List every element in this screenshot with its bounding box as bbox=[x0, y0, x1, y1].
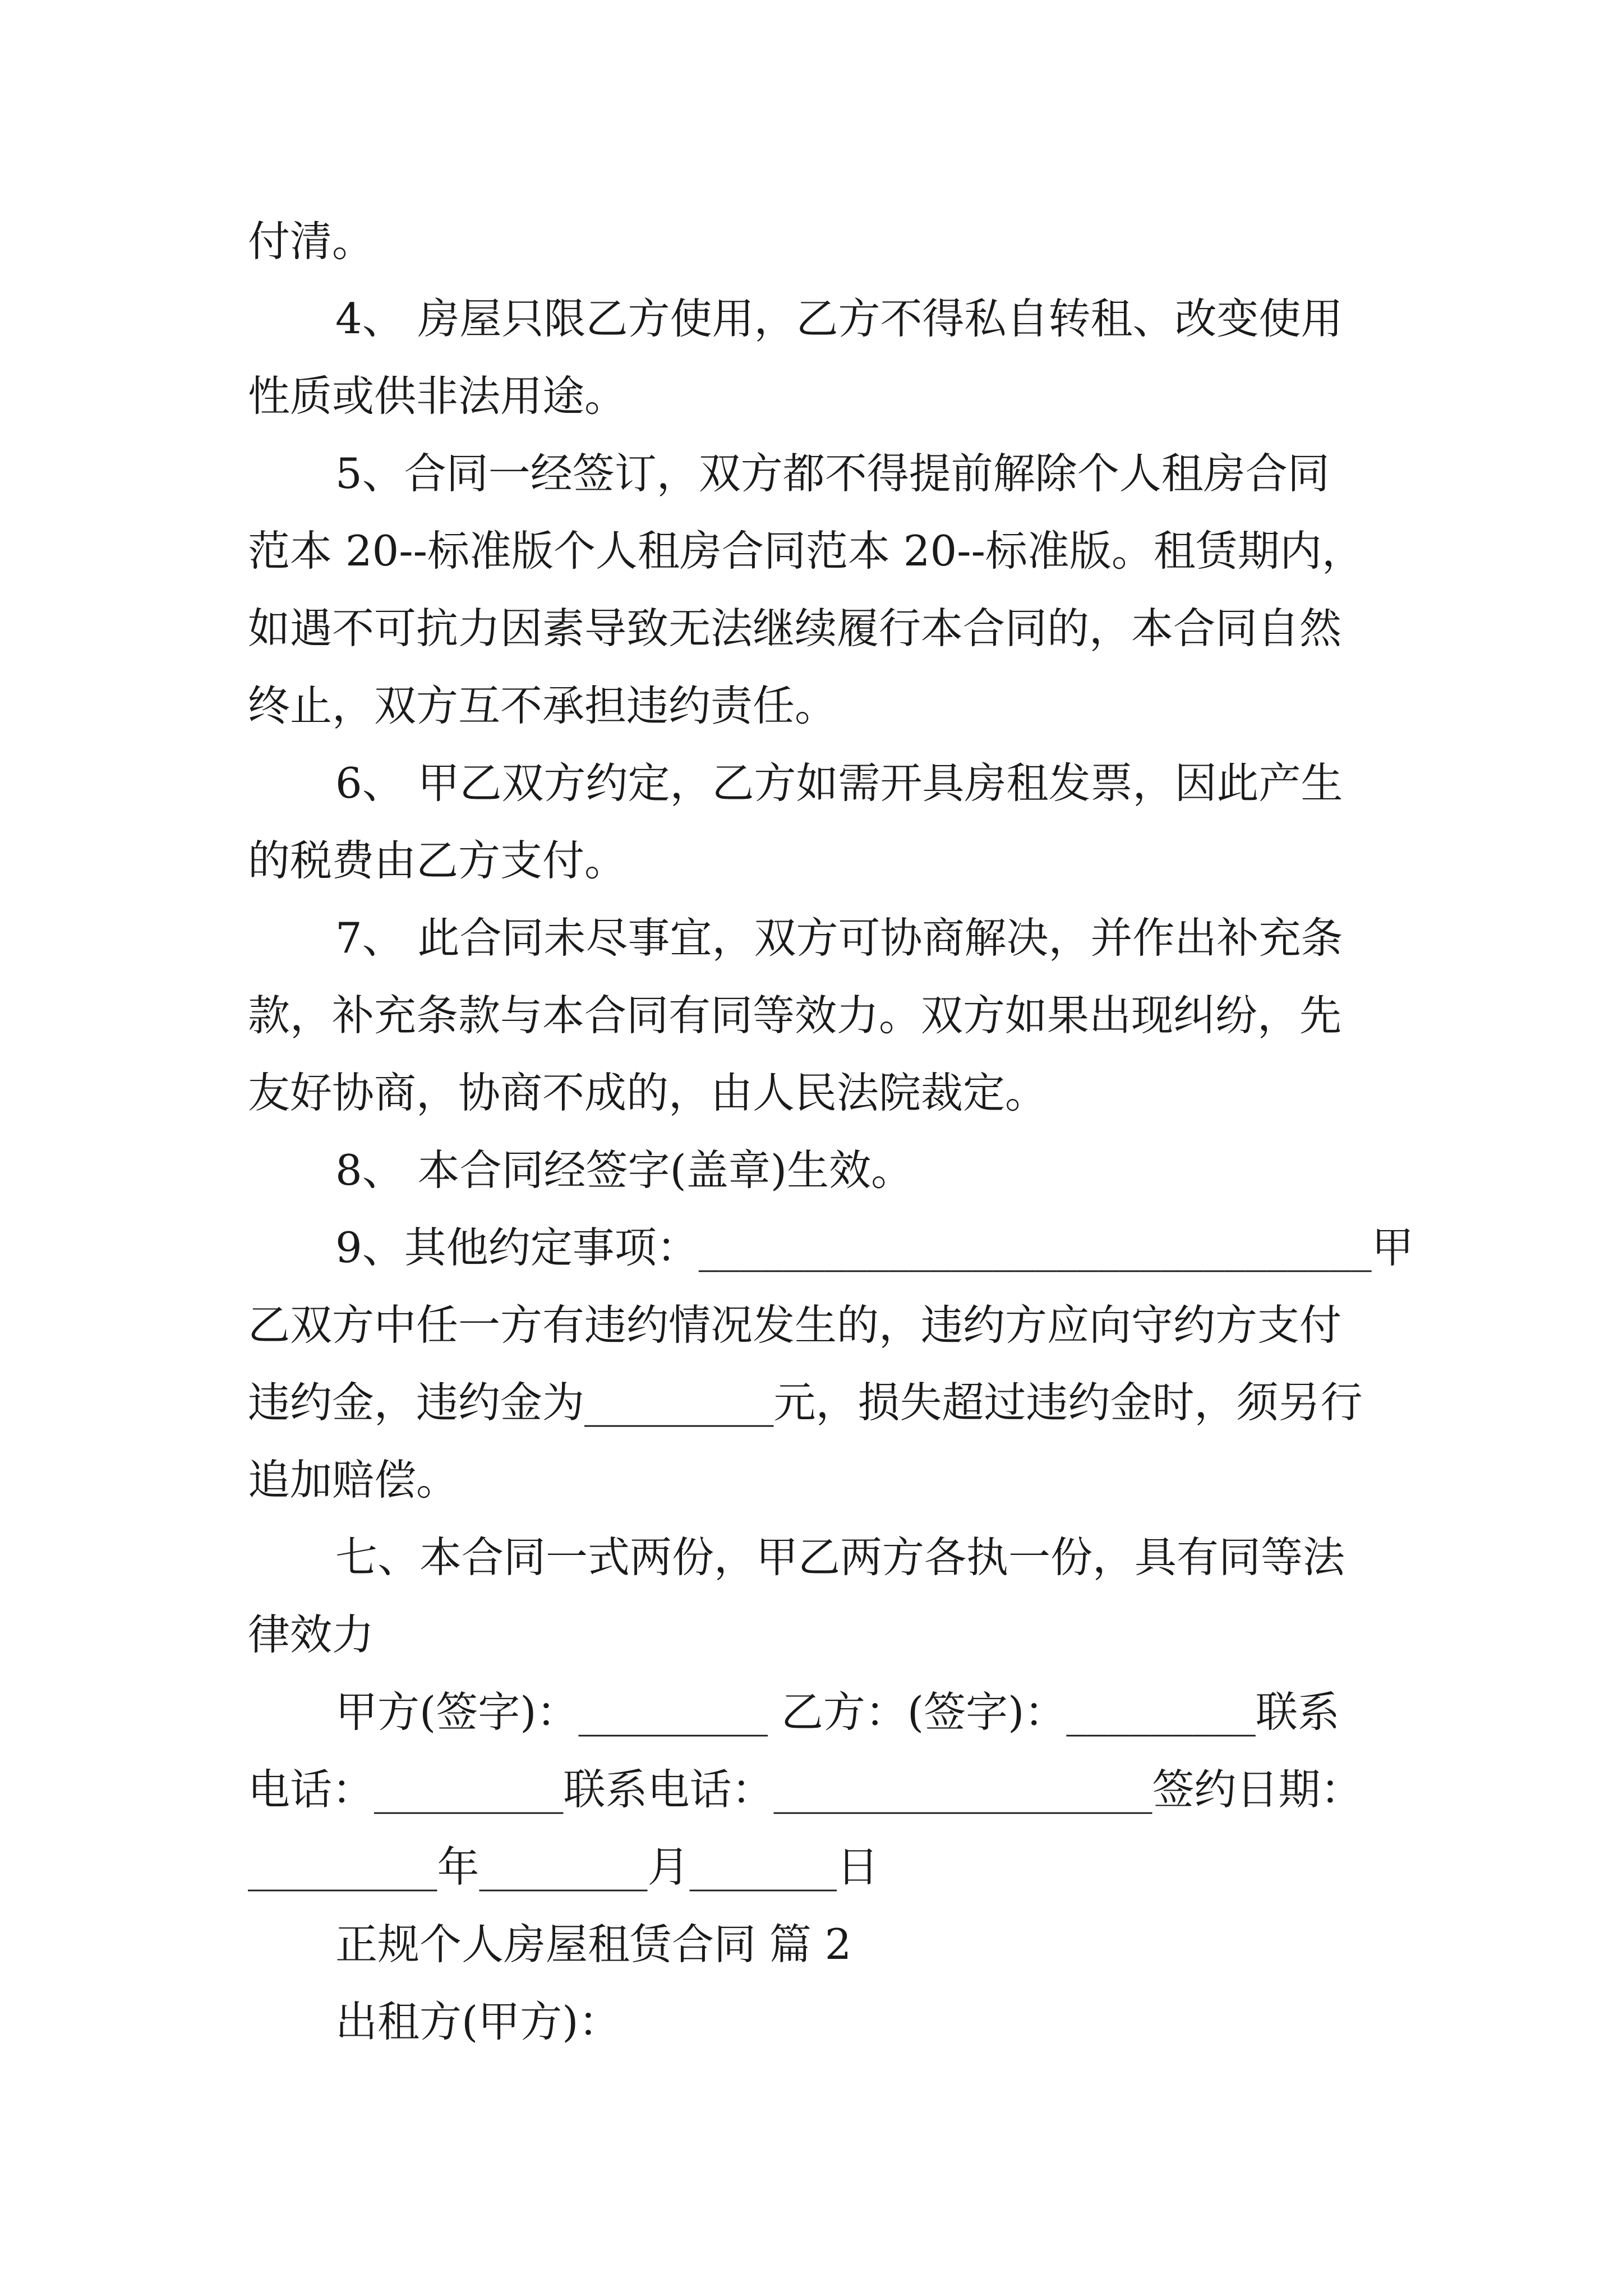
line-text: 追加赔偿。 bbox=[248, 1455, 459, 1504]
line-text: 律效力 bbox=[248, 1610, 375, 1659]
text-line-24 bbox=[0, 1982, 1623, 2061]
line-text: 5、合同一经签订，双方都不得提前解除个人租房合同 bbox=[335, 449, 1330, 498]
line-text: 的税费由乙方支付。 bbox=[248, 836, 627, 885]
text-line-22 bbox=[0, 1828, 1623, 1906]
text-line-21 bbox=[0, 1750, 1623, 1829]
line-text: 电话：_________联系电话：__________________签约日期： bbox=[248, 1765, 1363, 1814]
line-text: 如遇不可抗力因素导致无法继续履行本合同的，本合同自然 bbox=[248, 604, 1342, 653]
line-text: 乙双方中任一方有违约情况发生的，违约方应向守约方支付 bbox=[248, 1300, 1342, 1350]
line-text: 款，补充条款与本合同有同等效力。双方如果出现纠纷，先 bbox=[248, 991, 1342, 1040]
line-text: 范本 20--标准版个人租房合同范本 20--标准版。租赁期内， bbox=[248, 526, 1364, 576]
text-line-2 bbox=[0, 279, 1623, 358]
text-line-4 bbox=[0, 434, 1623, 513]
text-line-7 bbox=[0, 666, 1623, 745]
line-text: 4、 房屋只限乙方使用，乙方不得私自转租、改变使用 bbox=[335, 294, 1343, 343]
text-line-13 bbox=[0, 1131, 1623, 1209]
text-line-1 bbox=[0, 202, 1623, 280]
line-text: _________年________月_______日 bbox=[248, 1842, 879, 1892]
text-line-23 bbox=[0, 1905, 1623, 1984]
line-text: 友好协商，协商不成的，由人民法院裁定。 bbox=[248, 1068, 1048, 1117]
text-line-17 bbox=[0, 1441, 1623, 1519]
text-line-18 bbox=[0, 1518, 1623, 1596]
text-line-10 bbox=[0, 899, 1623, 977]
line-text: 9、其他约定事项：________________________________甲 bbox=[335, 1223, 1414, 1272]
line-text: 出租方(甲方)： bbox=[335, 1997, 621, 2046]
text-line-20 bbox=[0, 1673, 1623, 1751]
text-line-12 bbox=[0, 1053, 1623, 1132]
text-line-16 bbox=[0, 1363, 1623, 1442]
text-line-8 bbox=[0, 744, 1623, 822]
text-line-14 bbox=[0, 1208, 1623, 1287]
line-text: 6、 甲乙双方约定，乙方如需开具房租发票，因此产生 bbox=[335, 758, 1343, 808]
text-line-5 bbox=[0, 512, 1623, 590]
text-line-11 bbox=[0, 976, 1623, 1055]
text-line-19 bbox=[0, 1595, 1623, 1674]
text-line-15 bbox=[0, 1286, 1623, 1364]
line-text: 8、 本合同经签字(盖章)生效。 bbox=[335, 1145, 914, 1195]
line-text: 七、本合同一式两份，甲乙两方各执一份，具有同等法 bbox=[335, 1533, 1345, 1582]
text-line-6 bbox=[0, 589, 1623, 668]
line-text: 甲方(签字)：_________ 乙方：(签字)：_________联系 bbox=[335, 1687, 1340, 1737]
line-text: 正规个人房屋租赁合同 篇 2 bbox=[335, 1920, 852, 1969]
text-line-9 bbox=[0, 821, 1623, 900]
text-line-3 bbox=[0, 357, 1623, 435]
line-text: 付清。 bbox=[248, 217, 375, 266]
line-text: 终止，双方互不承担违约责任。 bbox=[248, 681, 837, 730]
line-text: 性质或供非法用途。 bbox=[248, 371, 627, 421]
line-text: 7、 此合同未尽事宜，双方可协商解决，并作出补充条 bbox=[335, 913, 1343, 963]
line-text: 违约金，违约金为_________元，损失超过违约金时，须另行 bbox=[248, 1378, 1363, 1427]
